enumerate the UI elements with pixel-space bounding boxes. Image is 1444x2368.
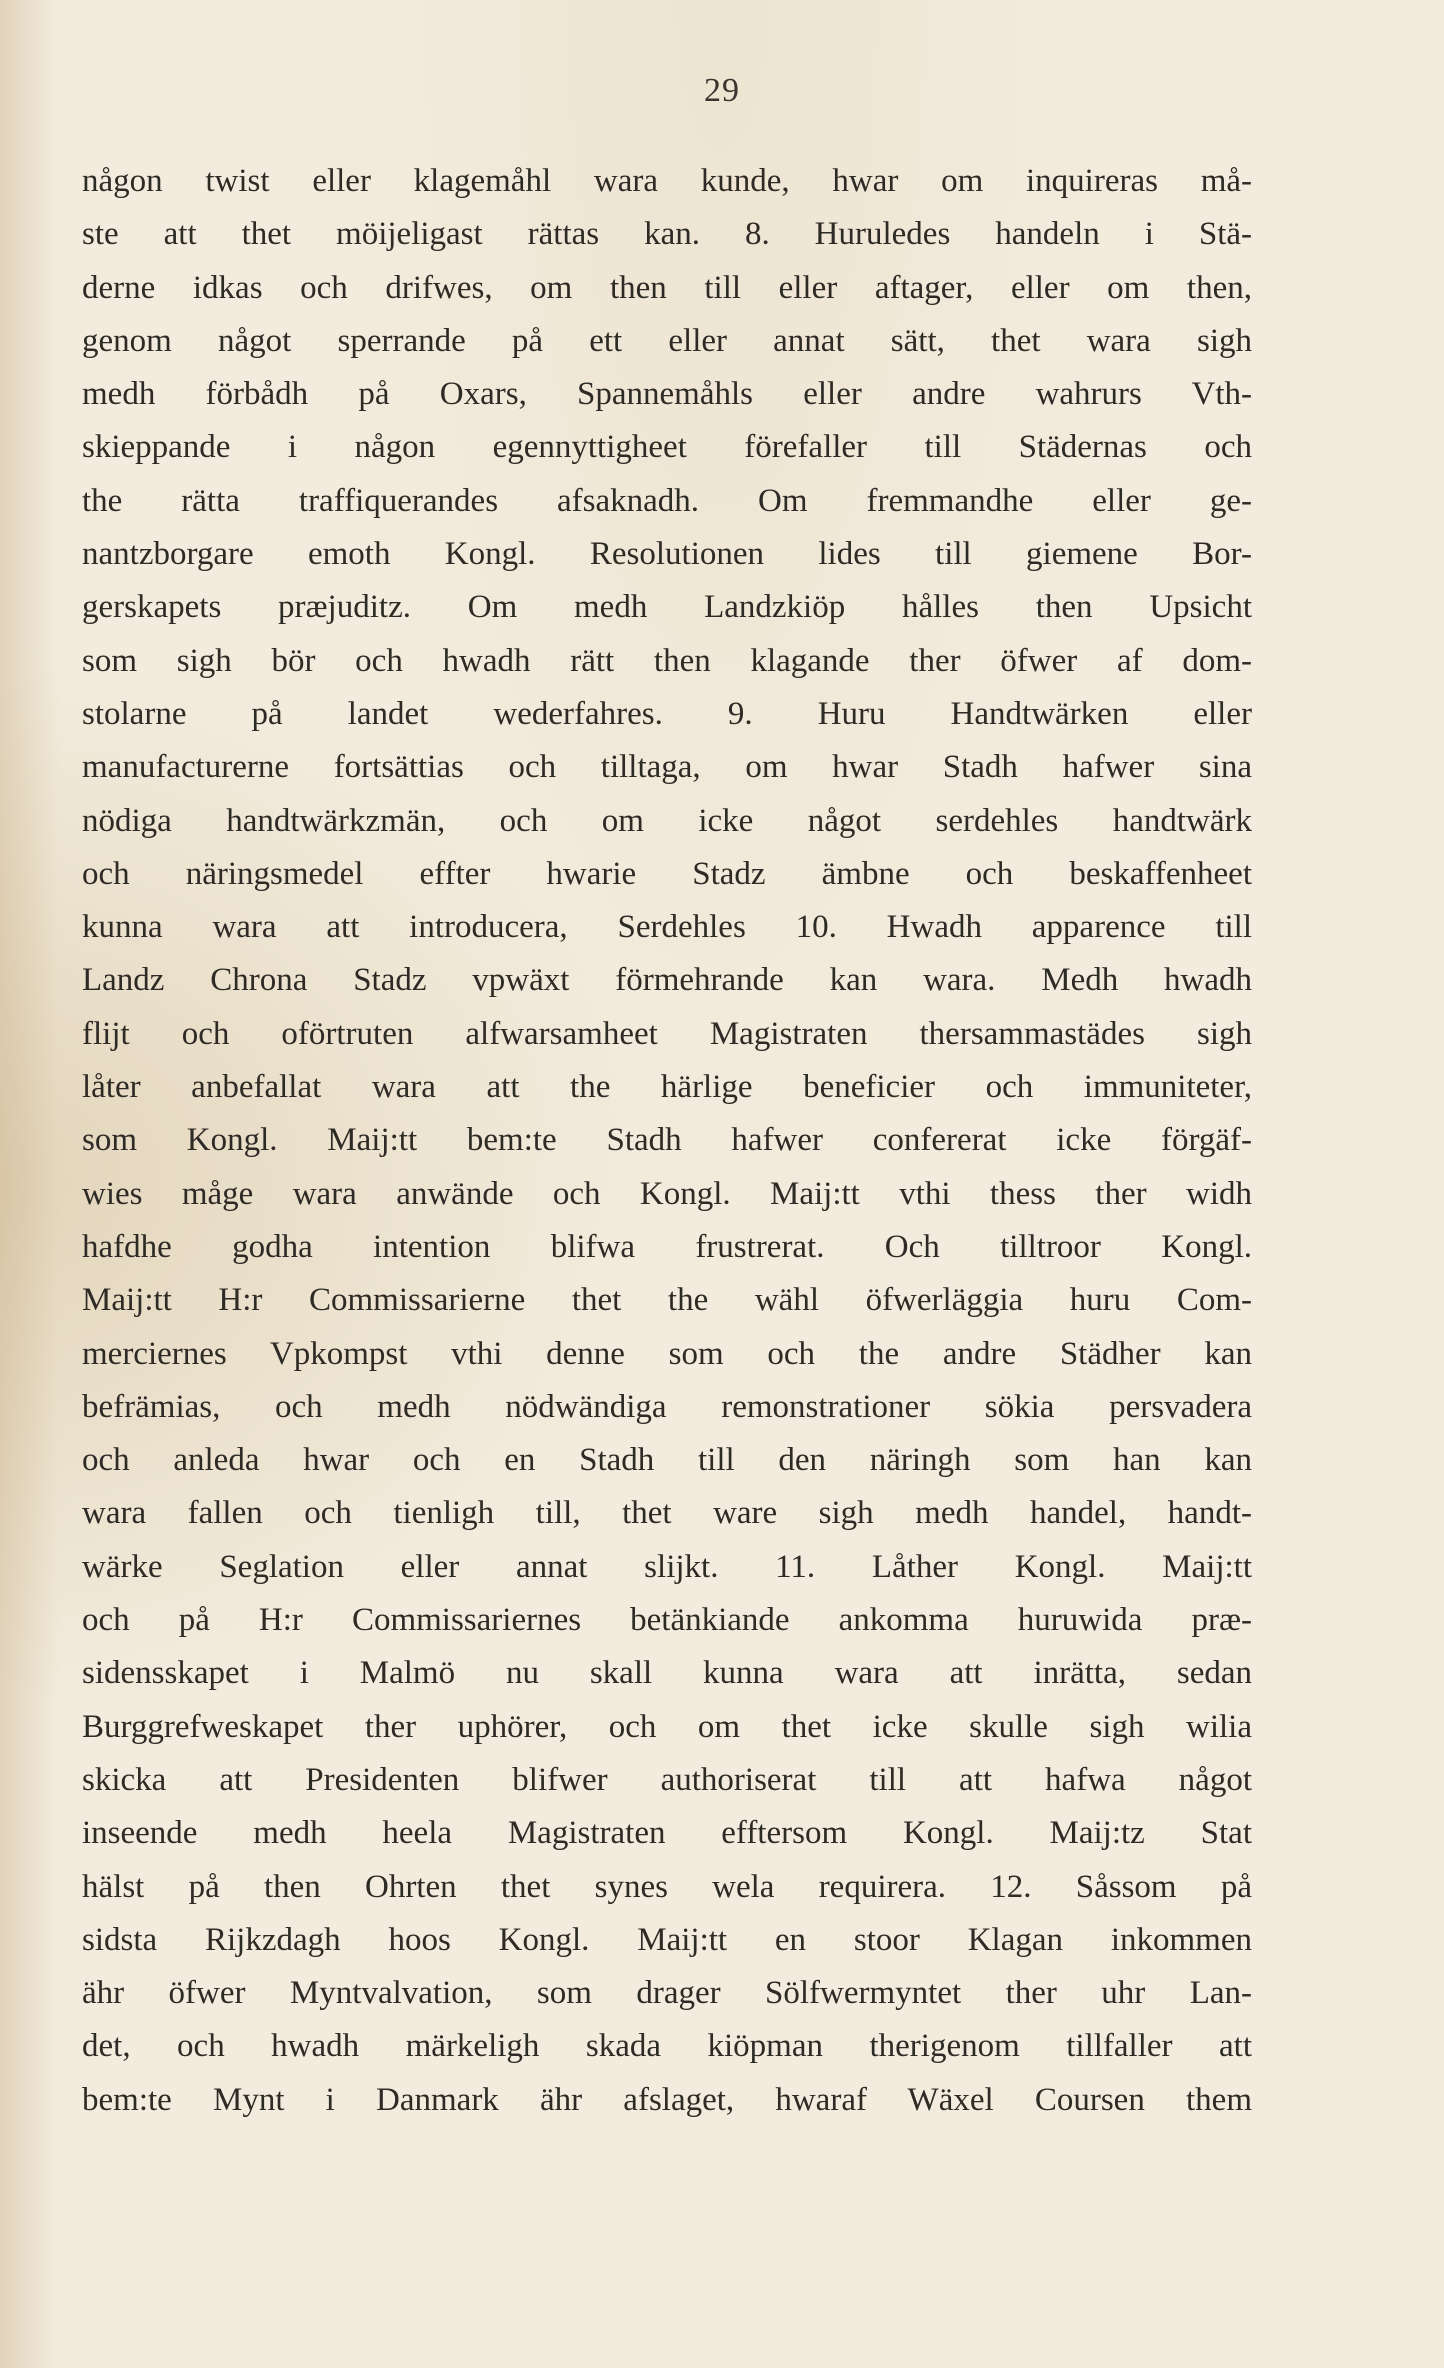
body-text (82, 155, 1252, 2127)
text-line-31: skicka att Presidenten blifwer authoriserat till att hafwa något (82, 1761, 1252, 1798)
text-line-21: hafdhe godha intention blifwa frustrerat. Och tilltroor Kongl. (82, 1228, 1252, 1265)
page-number: 29 (704, 72, 740, 109)
text-line-7: the rätta traffiquerandes afsaknadh. Om fremmandhe eller ge- (82, 482, 1252, 519)
text-line-35: ähr öfwer Myntvalvation, som drager Sölfwermyntet ther uhr Lan- (82, 1975, 1252, 2012)
text-line-12: manufacturerne fortsättias och tilltaga, om hwar Stadh hafwer sina (82, 749, 1252, 786)
text-line-37: bem:te Mynt i Danmark ähr afslaget, hwaraf Wäxel Coursen them (82, 2081, 1252, 2118)
text-line-28: och på H:r Commissariernes betänkiande ankomma huruwida præ- (82, 1602, 1252, 1639)
text-line-8: nantzborgare emoth Kongl. Resolutionen lides till giemene Bor- (82, 536, 1252, 573)
text-line-11: stolarne på landet wederfahres. 9. Huru Handtwärken eller (82, 695, 1252, 732)
text-line-13: nödiga handtwärkzmän, och om icke något serdehles handtwärk (82, 802, 1252, 839)
text-line-6: skieppande i någon egennyttigheet förefaller till Städernas och (82, 429, 1252, 466)
text-line-17: flijt och oförtruten alfwarsamheet Magistraten thersammastädes sigh (82, 1015, 1252, 1052)
text-line-18: låter anbefallat wara att the härlige beneficier och immuniteter, (82, 1069, 1252, 1106)
text-line-1: någon twist eller klagemåhl wara kunde, hwar om inquireras må- (82, 163, 1252, 199)
text-line-15: kunna wara att introducera, Serdehles 10. Hwadh apparence till (82, 909, 1252, 946)
text-line-16: Landz Chrona Stadz vpwäxt förmehrande kan wara. Medh hwadh (82, 962, 1252, 999)
text-line-9: gerskapets præjuditz. Om medh Landzkiöp hålles then Upsicht (82, 589, 1252, 626)
text-line-20: wies måge wara anwände och Kongl. Maij:tt vthi thess ther widh (82, 1175, 1252, 1212)
text-line-26: wara fallen och tienligh till, thet ware sigh medh handel, handt- (82, 1495, 1252, 1532)
text-line-10: som sigh bör och hwadh rätt then klagande ther öfwer af dom- (82, 642, 1252, 679)
text-line-2: ste att thet möijeligast rättas kan. 8. Huruledes handeln i Stä- (82, 216, 1252, 253)
text-line-22: Maij:tt H:r Commissarierne thet the wähl öfwerläggia huru Com- (82, 1282, 1252, 1319)
text-line-27: wärke Seglation eller annat slijkt. 11. Låther Kongl. Maij:tt (82, 1548, 1252, 1585)
text-line-33: hälst på then Ohrten thet synes wela requirera. 12. Såssom på (82, 1868, 1252, 1905)
text-line-32: inseende medh heela Magistraten efftersom Kongl. Maij:tz Stat (82, 1815, 1252, 1852)
text-line-23: merciernes Vpkompst vthi denne som och the andre Städher kan (82, 1335, 1252, 1372)
text-line-5: medh förbådh på Oxars, Spannemåhls eller andre wahrurs Vth- (82, 376, 1252, 413)
text-line-29: sidensskapet i Malmö nu skall kunna wara att inrätta, sedan (82, 1655, 1252, 1692)
text-line-4: genom något sperrande på ett eller annat sätt, thet wara sigh (82, 322, 1252, 359)
text-line-25: och anleda hwar och en Stadh till den näringh som han kan (82, 1442, 1252, 1479)
text-line-34: sidsta Rijkzdagh hoos Kongl. Maij:tt en stoor Klagan inkommen (82, 1921, 1252, 1958)
text-line-14: och näringsmedel effter hwarie Stadz ämbne och beskaffenheet (82, 855, 1252, 892)
text-line-19: som Kongl. Maij:tt bem:te Stadh hafwer confererat icke förgäf- (82, 1122, 1252, 1159)
text-line-30: Burggrefweskapet ther uphörer, och om thet icke skulle sigh wilia (82, 1708, 1252, 1745)
text-line-3: derne idkas och drifwes, om then till eller aftager, eller om then, (82, 269, 1252, 306)
text-line-24: befrämias, och medh nödwändiga remonstrationer sökia persvadera (82, 1388, 1252, 1425)
text-line-36: det, och hwadh märkeligh skada kiöpman therigenom tillfaller att (82, 2028, 1252, 2065)
